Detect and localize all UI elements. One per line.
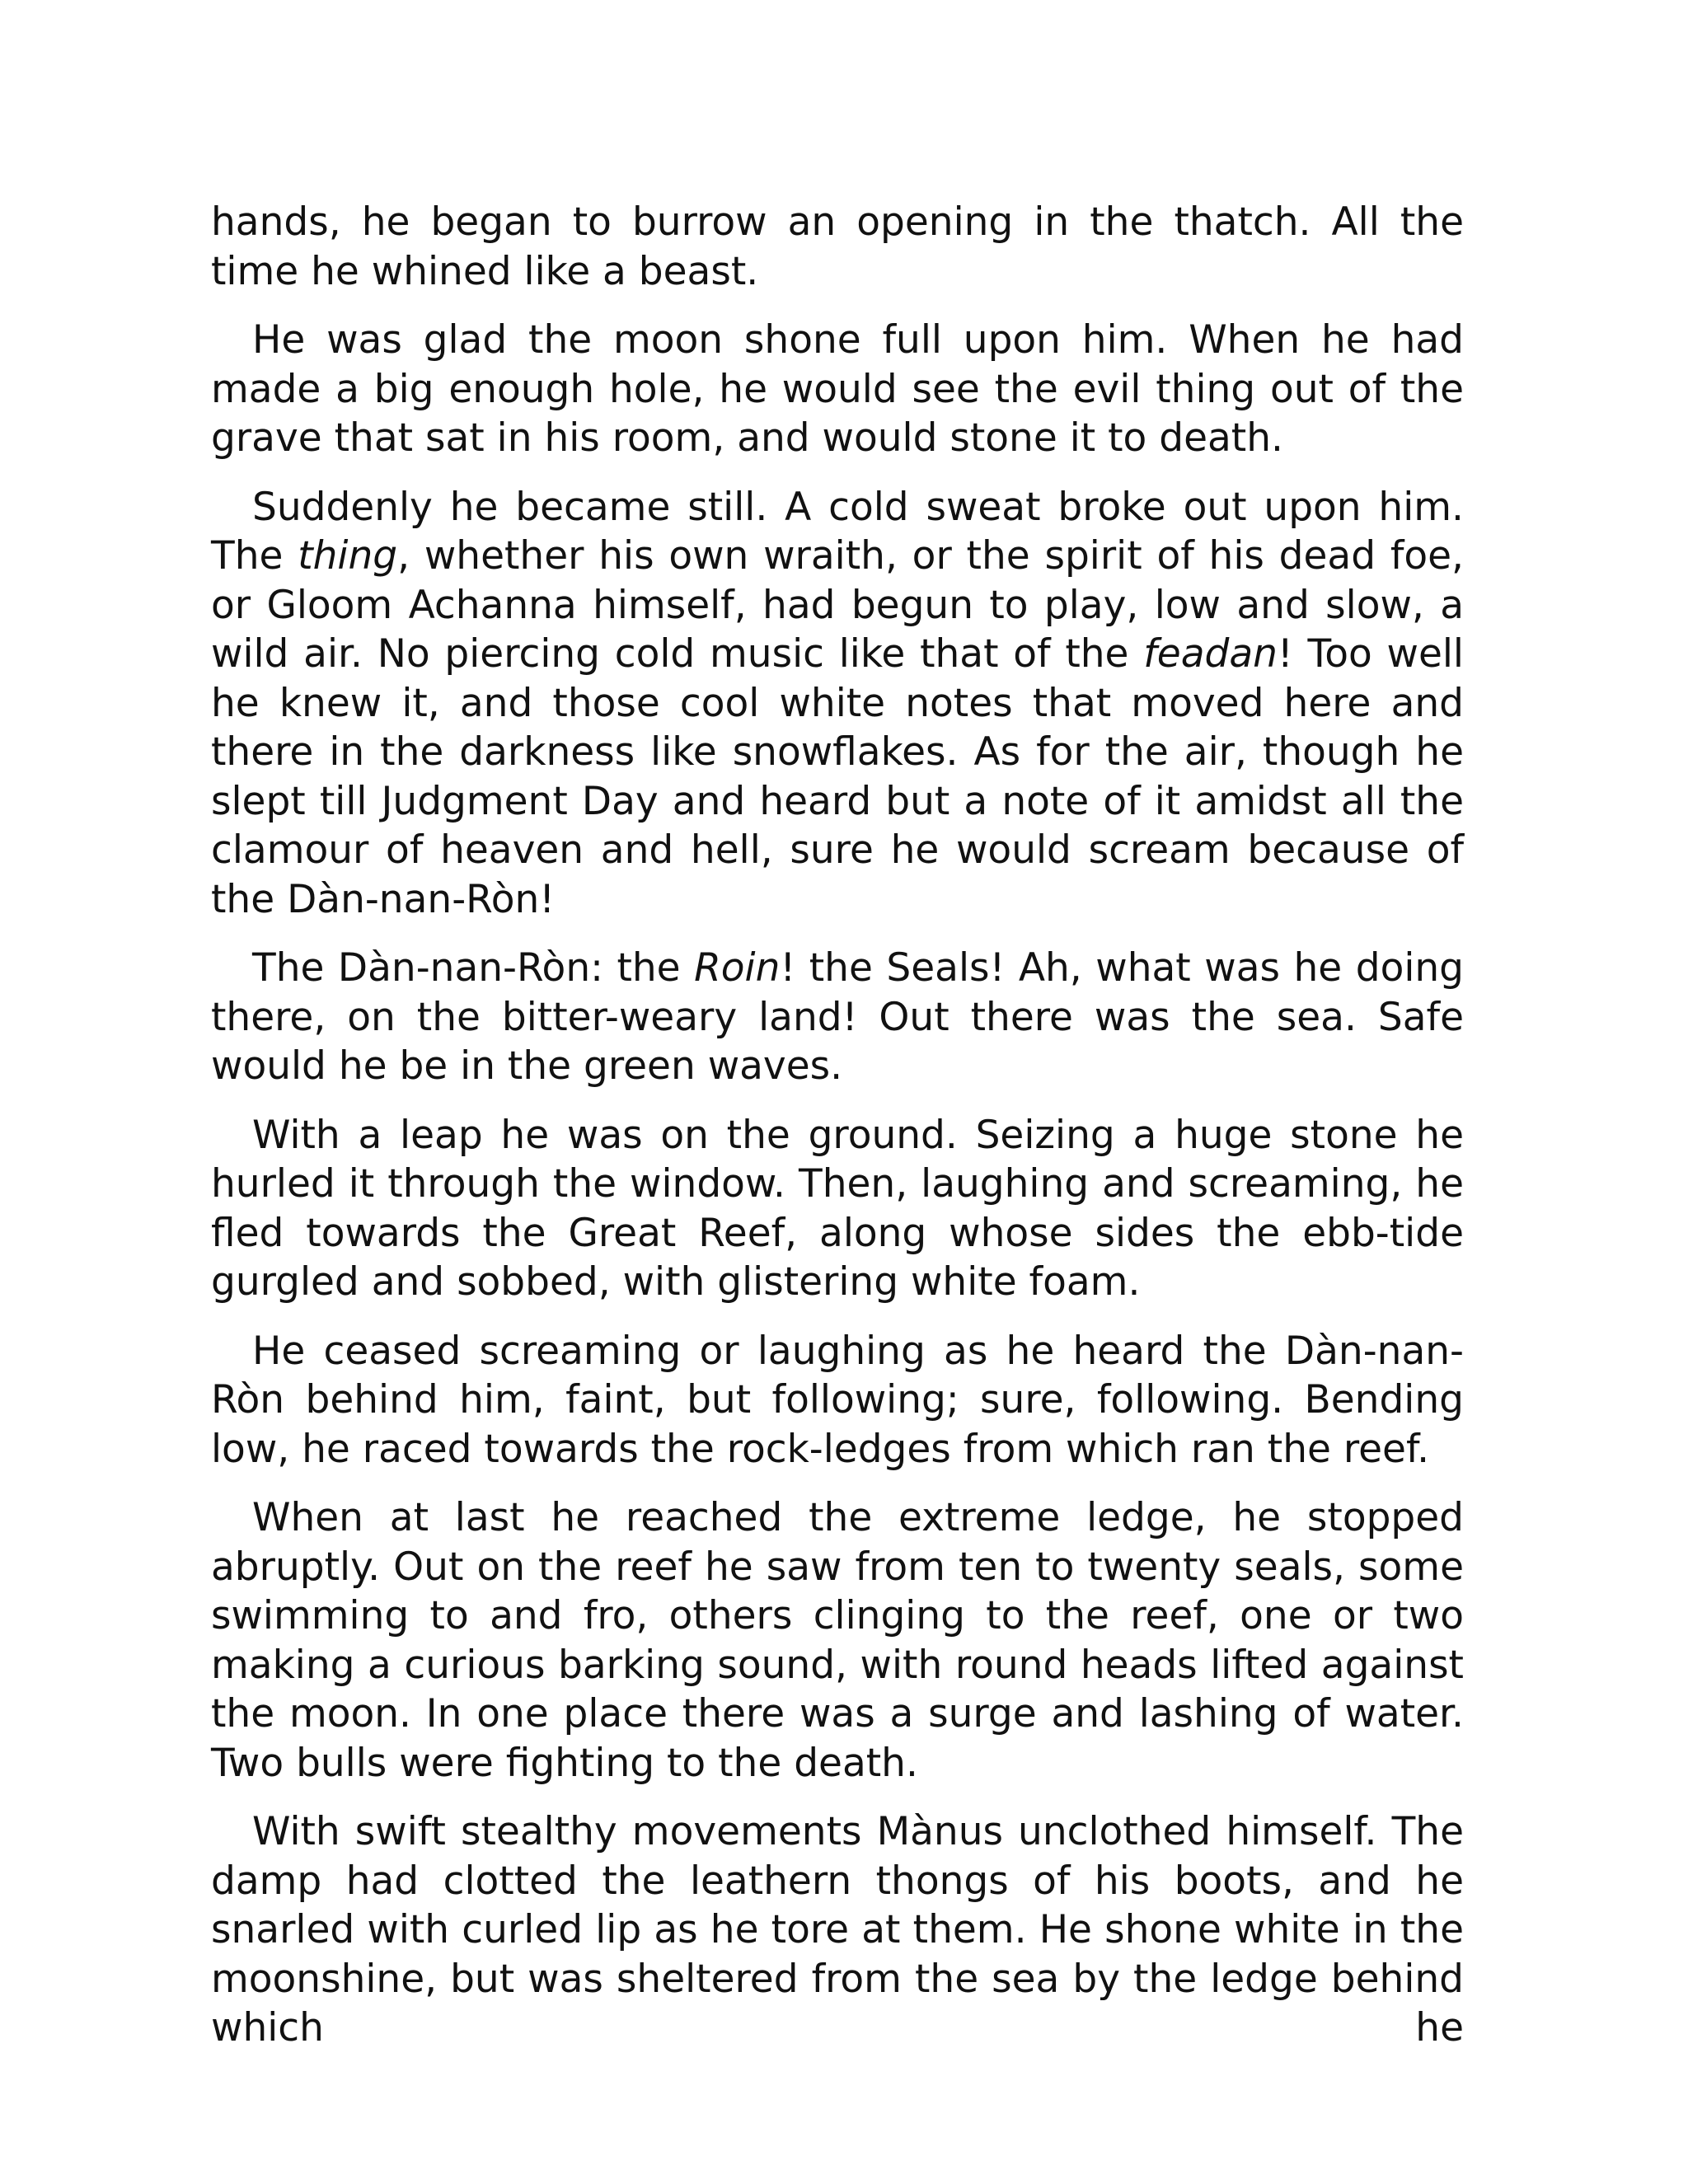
text-run: ! Too well he knew it, and those cool white notes that moved here and there in the darkness like snowflakes. As for the air, though he slept till Judgment Day and heard but a note of it amidst all the clamour of heaven and hell, sure he would scream because of the Dàn-nan-Ròn!	[211, 631, 1464, 922]
text-run: He was glad the moon shone full upon him. When he had made a big enough hole, he would see the evil thing out of the grave that sat in his room, and would stone it to death.	[211, 317, 1464, 461]
text-run: Suddenly he became still. A cold sweat broke out upon him. The	[211, 484, 1464, 579]
text-run: He ceased screaming or laughing as he heard the Dàn-nan-Ròn behind him, faint, but following; sure, following. Bending low, he raced towards the rock-ledges from which ran the reef.	[211, 1328, 1464, 1472]
text-run: With swift stealthy movements Mànus unclothed himself. The damp had clotted the leathern thongs of his boots, and he snarled with curled lip as he tore at them. He shone white in the moonshine, but was sheltered from the sea by the ledge behind which he	[211, 1809, 1464, 2050]
italic-text: thing	[298, 533, 398, 579]
paragraph	[211, 1327, 1464, 1474]
paragraph	[211, 944, 1464, 1091]
text-run: , whether his own wraith, or the spirit of his dead foe, or Gloom Achanna himself, had begun to play, low and slow, a wild air. No piercing cold music like that of the	[211, 533, 1464, 677]
italic-text: feadan	[1143, 631, 1278, 677]
paragraph	[211, 1807, 1464, 2053]
book-page	[211, 198, 1464, 2073]
text-run: ! the Seals! Ah, what was he doing there, on the bitter-weary land! Out there was the sea. Safe would he be in the green waves.	[211, 945, 1465, 1089]
text-run: When at last he reached the extreme ledge, he stopped abruptly. Out on the reef he saw from ten to twenty seals, some swimming to and fro, others clinging to the reef, one or two making a curious barking sound, with round heads lifted against the moon. In one place there was a surge and lashing of water. Two bulls were fighting to the death.	[211, 1495, 1464, 1786]
paragraph	[211, 1111, 1464, 1307]
paragraph	[211, 1493, 1464, 1788]
paragraph	[211, 483, 1464, 925]
text-run: hands, he began to burrow an opening in the thatch. All the time he whined like a beast.	[211, 199, 1464, 294]
text-run: With a leap he was on the ground. Seizing a huge stone he hurled it through the window. Then, laughing and screaming, he fled towards the Great Reef, along whose sides the ebb-tide gurgled and sobbed, with glistering white foam.	[211, 1112, 1464, 1305]
paragraph	[211, 198, 1464, 296]
italic-text: Roin	[694, 945, 781, 991]
text-run: The Dàn-nan-Ròn: the	[252, 945, 695, 991]
paragraph	[211, 316, 1464, 463]
